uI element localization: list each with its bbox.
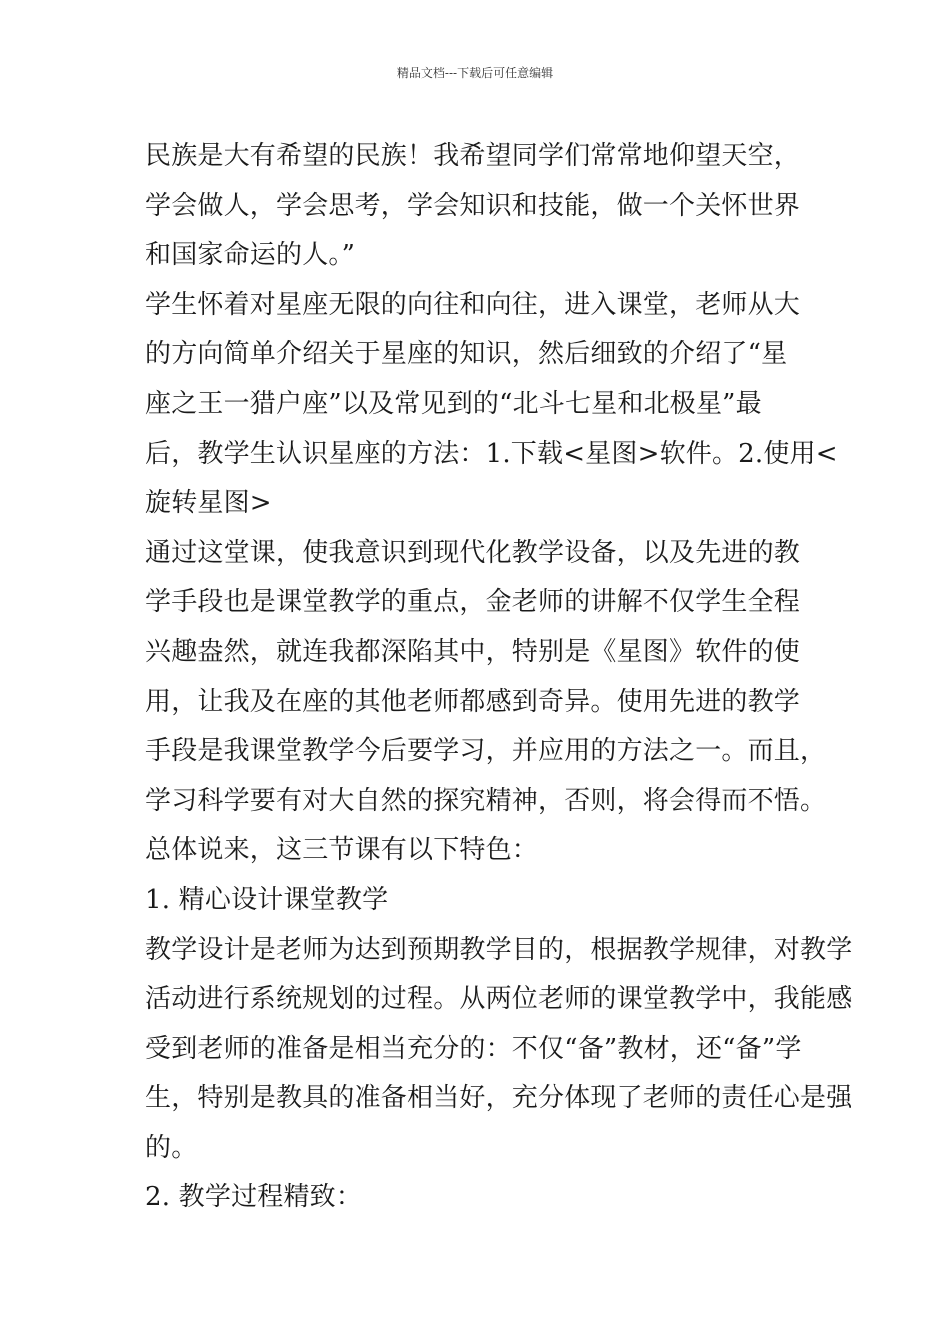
text-line: 教学设计是老师为达到预期教学目的，根据教学规律，对教学 [145,934,853,965]
list-heading: 1. 精心设计课堂教学 [145,884,389,915]
text-line: 生，特别是教具的准备相当好，充分体现了老师的责任心是强 [145,1083,853,1114]
text-line: 学会做人，学会思考，学会知识和技能，做一个关怀世界 [145,190,801,221]
text-line: 的。 [145,1132,198,1163]
text-line: 的方向简单介绍关于星座的知识，然后细致的介绍了“星 [145,339,788,370]
text-line: 后，教学生认识星座的方法：1.下载<星图>软件。2.使用< [145,438,838,469]
page-header: 精品文档---下载后可任意编辑 [396,66,554,80]
text-line: 座之王一猎户座”以及常见到的“北斗七星和北极星”最 [145,388,762,419]
text-line: 兴趣盎然，就连我都深陷其中，特别是《星图》软件的使 [145,636,801,667]
text-line: 手段是我课堂教学今后要学习，并应用的方法之一。而且， [145,736,827,767]
text-line: 总体说来，这三节课有以下特色： [145,835,539,866]
text-line: 受到老师的准备是相当充分的：不仅“备”教材，还“备”学 [145,1033,802,1064]
text-line: 用，让我及在座的其他老师都感到奇异。使用先进的教学 [145,686,801,717]
body-text [145,132,853,1223]
text-line: 活动进行系统规划的过程。从两位老师的课堂教学中，我能感 [145,984,853,1015]
text-line: 通过这堂课，使我意识到现代化教学设备，以及先进的教 [145,537,801,568]
text-line: 民族是大有希望的民族！我希望同学们常常地仰望天空， [145,141,801,171]
text-line: 学手段也是课堂教学的重点，金老师的讲解不仅学生全程 [145,587,801,618]
text-line: 旋转星图> [145,488,272,519]
text-line: 学生怀着对星座无限的向往和向往，进入课堂，老师从大 [145,289,801,320]
text-line: 学习科学要有对大自然的探究精神，否则，将会得而不悟。 [145,785,827,816]
list-heading: 2. 教学过程精致： [145,1182,363,1213]
text-line: 和国家命运的人。” [145,240,356,271]
